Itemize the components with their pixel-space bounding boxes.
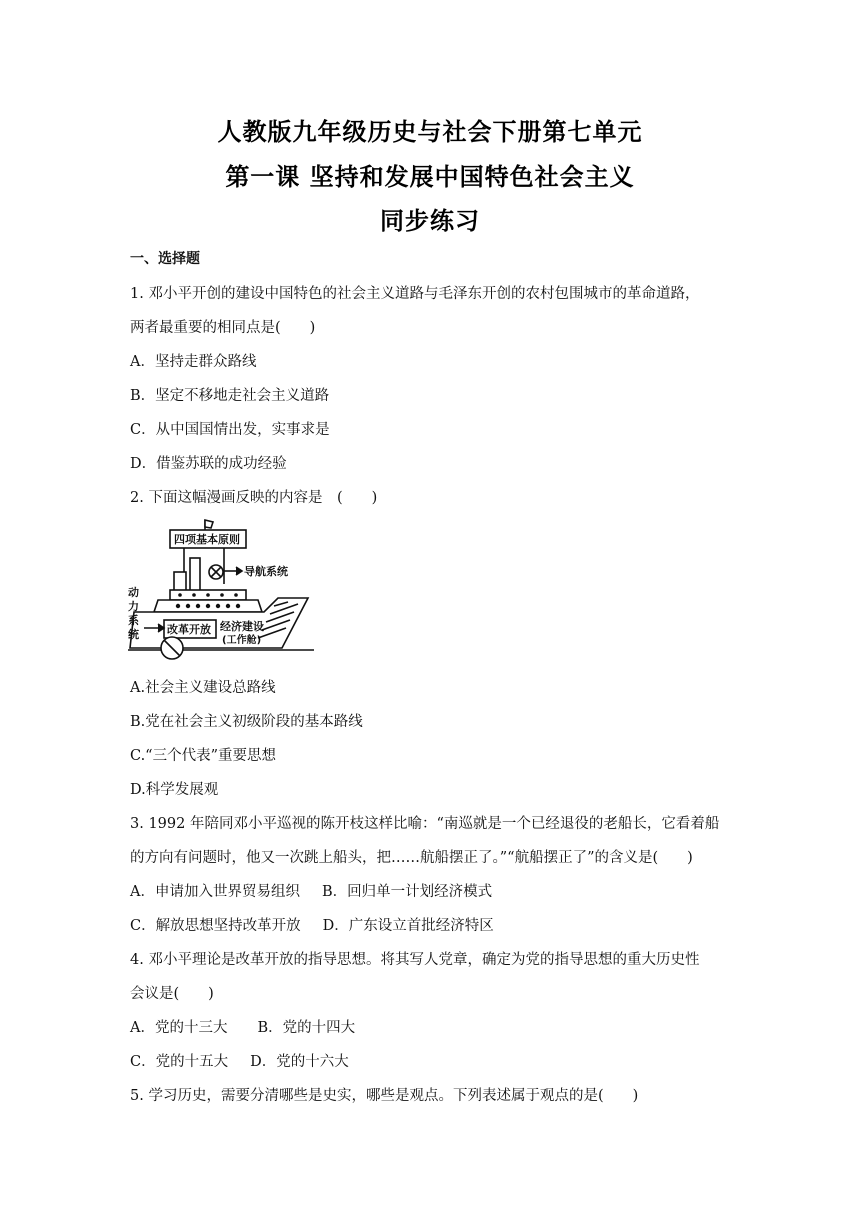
question-2-option-b: B.党在社会主义初级阶段的基本路线 xyxy=(130,714,363,730)
question-3-options-row2 xyxy=(130,914,494,935)
question-4-option-b: B．党的十四大 xyxy=(257,1020,356,1036)
cargo-sublabel: (工作舱) xyxy=(222,635,262,646)
question-2-option-c: C.“三个代表”重要思想 xyxy=(130,748,277,764)
question-3-options-row1 xyxy=(130,880,492,901)
question-1-option-c: C．从中国国情出发，实事求是 xyxy=(130,422,330,438)
question-1-option-a: A．坚持走群众路线 xyxy=(130,354,257,370)
question-1-option-d: D．借鉴苏联的成功经验 xyxy=(130,456,287,472)
question-4-line2: 会议是( ) xyxy=(130,986,214,1002)
question-2-option-d: D.科学发展观 xyxy=(130,782,219,798)
power-label-char-4: 统 xyxy=(128,628,139,641)
question-4-option-d: D．党的十六大 xyxy=(250,1054,349,1070)
reform-label: 改革开放 xyxy=(167,623,211,636)
ship-cartoon-figure xyxy=(128,516,314,660)
section-heading: 一、选择题 xyxy=(130,251,200,267)
power-label-char-3: 系 xyxy=(128,614,139,627)
question-3-option-c: C．解放思想坚持改革开放 xyxy=(130,918,301,934)
document-title-line2: 第一课 坚持和发展中国特色社会主义 xyxy=(225,163,635,191)
question-3-line2: 的方向有问题时，他又一次跳上船头，把……航船摆正了。”“航船摆正了”的含义是( ) xyxy=(130,850,693,866)
top-principle-label: 四项基本原则 xyxy=(174,533,240,546)
question-4-option-a: A．党的十三大 xyxy=(130,1020,228,1036)
document-title-line1: 人教版九年级历史与社会下册第七单元 xyxy=(217,118,643,146)
power-label-char-2: 力 xyxy=(128,600,139,613)
question-3-line1: 3. 1992 年陪同邓小平巡视的陈开枝这样比喻：“南巡就是一个已经退役的老船长，它看着船 xyxy=(130,816,720,832)
cargo-label: 经济建设 xyxy=(220,620,264,633)
question-1-option-b: B．坚定不移地走社会主义道路 xyxy=(130,388,330,404)
question-4-options-row1 xyxy=(130,1016,355,1037)
question-4-options-row2 xyxy=(130,1050,349,1071)
question-2-option-a: A.社会主义建设总路线 xyxy=(130,680,276,696)
power-label-char-1: 动 xyxy=(128,586,139,599)
question-5-line1: 5. 学习历史，需要分清哪些是史实，哪些是观点。下列表述属于观点的是( ) xyxy=(130,1088,639,1104)
question-2-stem: 2. 下面这幅漫画反映的内容是 ( ) xyxy=(130,490,378,506)
nav-system-label: 导航系统 xyxy=(244,565,288,578)
question-4-line1: 4. 邓小平理论是改革开放的指导思想。将其写人党章，确定为党的指导思想的重大历史性 xyxy=(130,952,700,968)
document-title-line3: 同步练习 xyxy=(380,207,480,235)
question-1-line2: 两者最重要的相同点是( ) xyxy=(130,320,316,336)
question-4-option-c: C．党的十五大 xyxy=(130,1054,229,1070)
question-3-option-a: A．申请加入世界贸易组织 xyxy=(130,884,300,900)
question-3-option-d: D．广东设立首批经济特区 xyxy=(322,918,494,934)
question-3-option-b: B．回归单一计划经济模式 xyxy=(321,884,493,900)
question-1-line1: 1. 邓小平开创的建设中国特色的社会主义道路与毛泽东开创的农村包围城市的革命道路， xyxy=(130,286,700,302)
